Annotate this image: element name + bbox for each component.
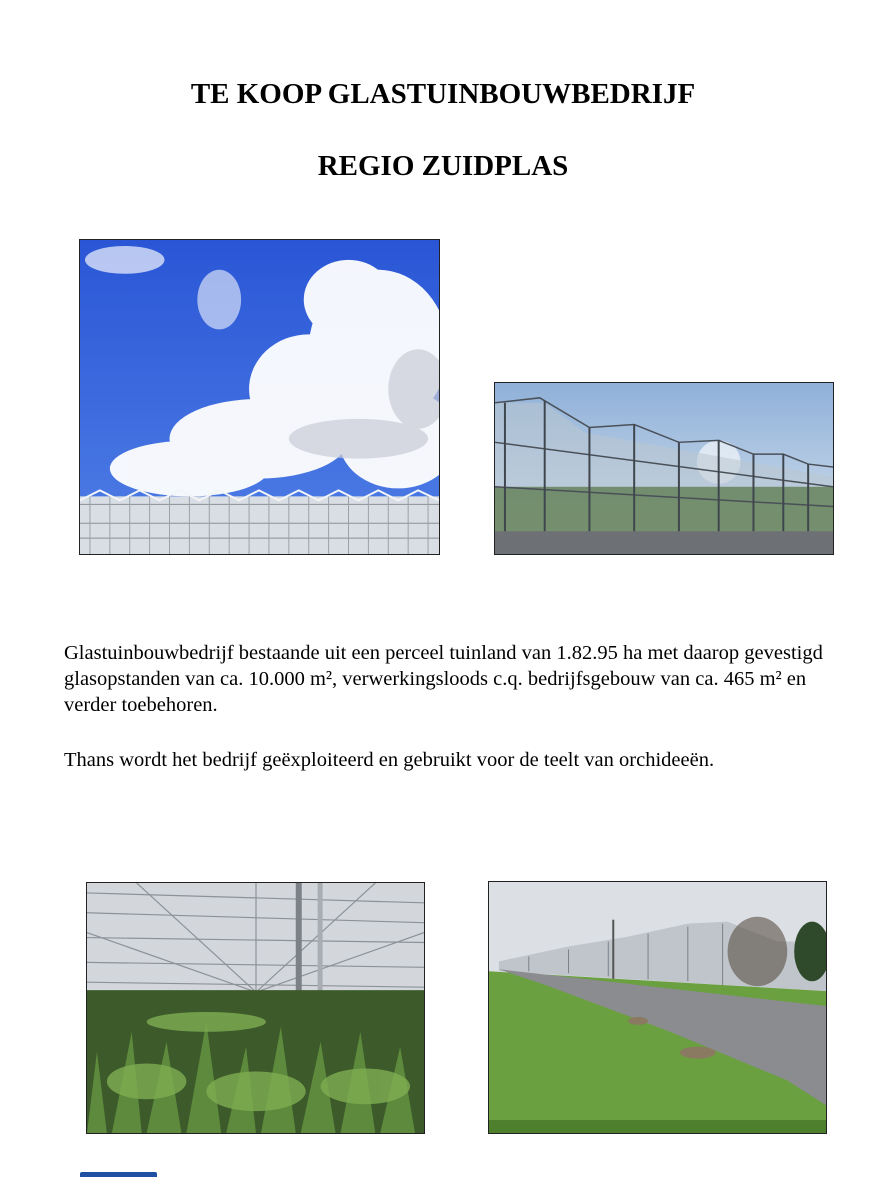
document-subtitle: REGIO ZUIDPLAS	[317, 150, 569, 182]
usage-paragraph: Thans wordt het bedrijf geëxploiteerd en gebruikt voor de teelt van orchideeën.	[64, 749, 715, 771]
description-paragraph: Glastuinbouwbedrijf bestaande uit een perceel tuinland van 1.82.95 ha met daarop gevestigd glasopstanden van ca. 10.000 m², verwerkingsloods c.q. bedrijfsgebouw van ca. 465 m² en verder toebehoren.	[64, 642, 823, 716]
photo-greenhouse-interior	[86, 882, 425, 1134]
logo-partial	[80, 1172, 157, 1177]
photo-greenhouse-road	[488, 881, 827, 1134]
document-title: TE KOOP GLASTUINBOUWBEDRIJF	[190, 78, 696, 110]
photo-sky-greenhouse	[79, 239, 440, 555]
photo-greenhouse-exterior	[494, 382, 834, 555]
